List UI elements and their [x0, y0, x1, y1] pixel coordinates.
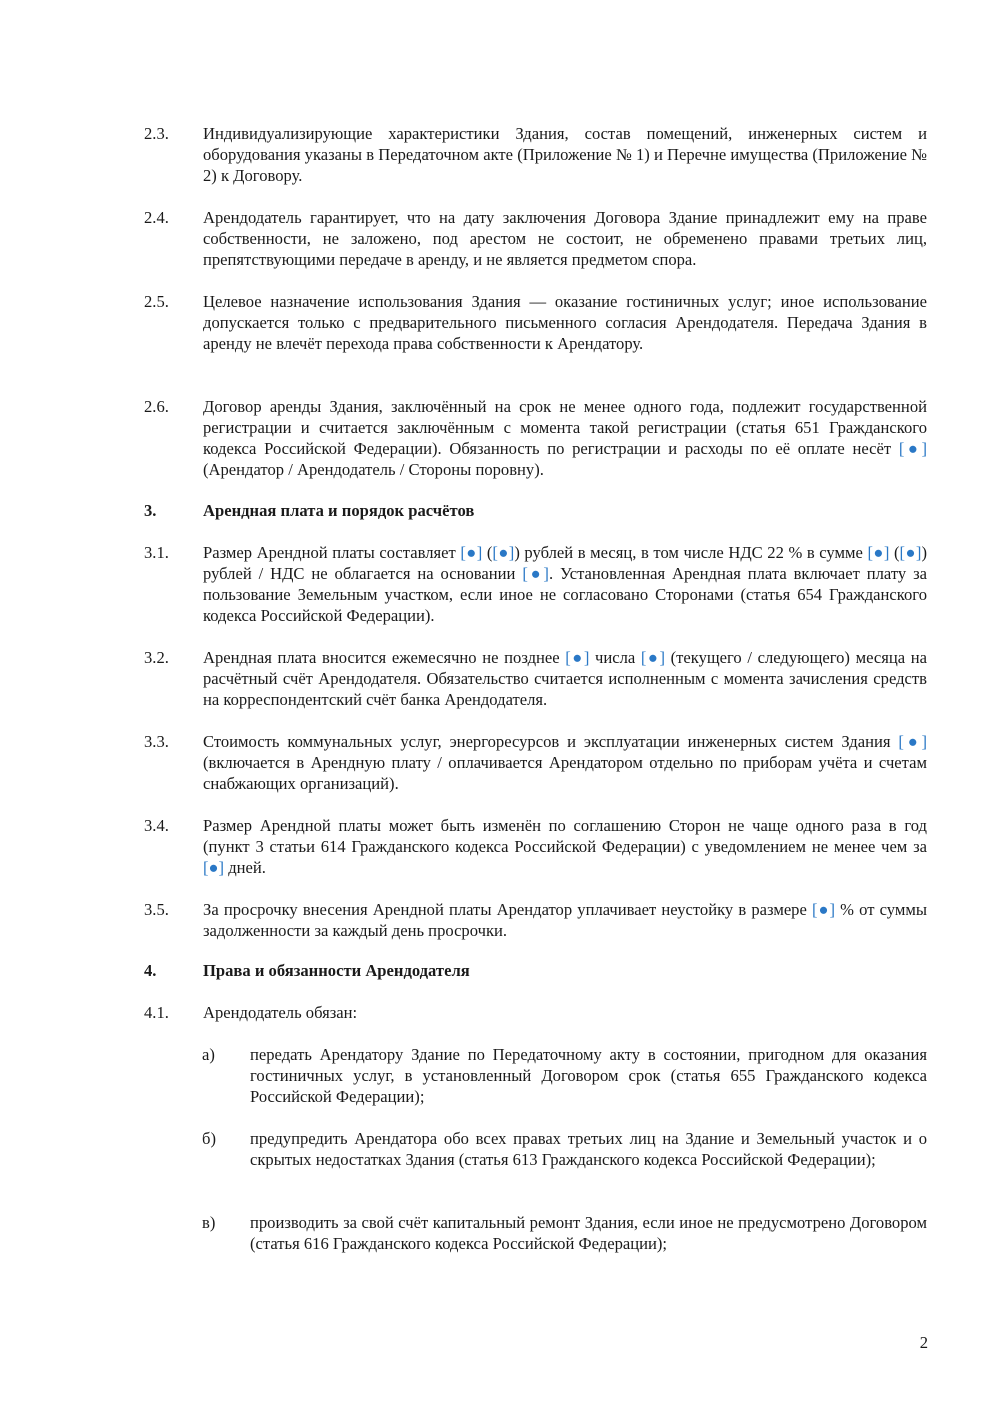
item-letter: в)	[202, 1213, 216, 1232]
clause-paragraph	[144, 815, 927, 878]
text-fragment: Размер Арендной платы может быть изменён по соглашению Сторон не чаще одного раза в год (пункт 3 статьи 614 Гражданского кодекса Российской Федерации) с уведомлением не менее чем за	[203, 816, 927, 856]
text-fragment: (включается в Арендную плату / оплачивается Арендатором отдельно по приборам учёта и счетам снабжающих организаций).	[203, 753, 927, 793]
text-fragment: производить за свой счёт капитальный ремонт Здания, если иное не предусмотрено Договором (статья 616 Гражданского кодекса Российской Федерации);	[250, 1213, 927, 1253]
obligation-item	[202, 1212, 927, 1254]
text-fragment: Размер Арендной платы составляет	[203, 543, 461, 562]
clause-text	[203, 899, 927, 941]
text-fragment: % от суммы задолженности за каждый день просрочки.	[203, 900, 927, 940]
obligation-item	[202, 1044, 927, 1107]
placeholder-marker: [●]	[203, 858, 225, 877]
clause-paragraph	[144, 731, 927, 794]
clause-paragraph	[144, 291, 927, 354]
text-fragment: Договор аренды Здания, заключённый на срок не менее одного года, подлежит государственной регистрации и считается заключённым с момента такой регистрации (статья 651 Гражданского кодекса Российской Федерации). Обязанность по регистрации и расходы по её оплате несёт	[203, 397, 927, 458]
placeholder-marker: [●]	[640, 648, 665, 667]
text-fragment: (текущего / следующего) месяца на расчётный счёт Арендодателя. Обязательство считается исполненным с момента зачисления средств на корреспондентский счёт банка Арендодателя.	[203, 648, 927, 709]
text-fragment: (	[482, 543, 493, 562]
placeholder-marker: [●]	[899, 543, 922, 562]
text-fragment: (Арендатор / Арендодатель / Стороны поровну).	[203, 460, 544, 479]
placeholder-marker: [●]	[898, 439, 928, 458]
placeholder-marker: [●]	[492, 543, 515, 562]
placeholder-marker: [●]	[811, 900, 836, 919]
page-number: 2	[919, 1333, 928, 1352]
clause-number: 3.3.	[144, 732, 169, 751]
clause-paragraph	[144, 207, 927, 270]
clause-paragraph	[144, 899, 927, 941]
item-letter: б)	[202, 1129, 216, 1148]
placeholder-marker: [●]	[898, 732, 928, 751]
clause-text	[203, 123, 927, 186]
text-fragment: Права и обязанности Арендодателя	[203, 961, 470, 980]
clause-number: 3.1.	[144, 543, 169, 562]
section-heading	[144, 500, 927, 521]
clause-number: 2.4.	[144, 208, 169, 227]
clause-number: 2.3.	[144, 124, 169, 143]
clause-text	[203, 207, 927, 270]
text-fragment: передать Арендатору Здание по Передаточному акту в состоянии, пригодном для оказания гостиничных услуг, в установленный Договором срок (статья 655 Гражданского кодекса Российской Федерации);	[250, 1045, 927, 1106]
clause-text	[203, 542, 927, 626]
placeholder-marker: [●]	[565, 648, 590, 667]
placeholder-marker: [●]	[460, 543, 483, 562]
placeholder-marker: [●]	[522, 564, 549, 583]
item-letter: а)	[202, 1045, 215, 1064]
text-fragment: (	[889, 543, 900, 562]
text-fragment: За просрочку внесения Арендной платы Арендатор уплачивает неустойку в размере	[203, 900, 812, 919]
clause-paragraph	[144, 542, 927, 626]
text-fragment: Арендная плата и порядок расчётов	[203, 501, 475, 520]
clause-number: 3.	[144, 501, 157, 520]
clause-text	[203, 647, 927, 710]
text-fragment: предупредить Арендатора обо всех правах третьих лиц на Здание и Земельный участок и о скрытых недостатках Здания (статья 613 Гражданского кодекса Российской Федерации);	[250, 1129, 927, 1169]
text-fragment: числа	[589, 648, 641, 667]
text-fragment: ) рублей / НДС не облагается на основании	[203, 543, 927, 583]
clause-number: 4.	[144, 961, 157, 980]
placeholder-marker: [●]	[867, 543, 890, 562]
clause-text	[203, 396, 927, 480]
text-fragment: дней.	[224, 858, 266, 877]
clause-text	[203, 291, 927, 354]
clause-text	[203, 731, 927, 794]
clause-paragraph	[144, 396, 927, 480]
obligation-item	[202, 1128, 927, 1170]
text-fragment: Целевое назначение использования Здания — оказание гостиничных услуг; иное использование допускается только с предварительного письменного согласия Арендодателя. Передача Здания в аренду не влечёт перехода права собственности к Арендатору.	[203, 292, 927, 353]
text-fragment: Арендодатель обязан:	[203, 1003, 358, 1022]
clause-paragraph	[144, 1002, 927, 1023]
text-fragment: ) рублей в месяц, в том числе НДС 22 % в сумме	[514, 543, 868, 562]
text-fragment: Индивидуализирующие характеристики Здания, состав помещений, инженерных систем и оборудования указаны в Передаточном акте (Приложение № 1) и Перечне имущества (Приложение № 2) к Договору.	[203, 124, 927, 185]
clause-text	[203, 1002, 927, 1023]
item-text	[250, 1128, 927, 1170]
clause-number: 2.5.	[144, 292, 169, 311]
clause-paragraph	[144, 123, 927, 186]
clause-number: 3.4.	[144, 816, 169, 835]
clause-number: 3.2.	[144, 648, 169, 667]
clause-text	[203, 815, 927, 878]
section-title	[203, 960, 927, 981]
clause-number: 2.6.	[144, 397, 169, 416]
item-text	[250, 1044, 927, 1107]
section-title	[203, 500, 927, 521]
text-fragment: Арендодатель гарантирует, что на дату заключения Договора Здание принадлежит ему на праве собственности, не заложено, под арестом не состоит, не обременено правами третьих лиц, препятствующими передаче в аренду, и не является предметом спора.	[203, 208, 927, 269]
text-fragment: Арендная плата вносится ежемесячно не позднее	[203, 648, 566, 667]
clause-number: 4.1.	[144, 1003, 169, 1022]
section-heading	[144, 960, 927, 981]
item-text	[250, 1212, 927, 1254]
text-fragment: . Установленная Арендная плата включает плату за пользование Земельным участком, если иное не согласовано Сторонами (статья 654 Гражданского кодекса Российской Федерации).	[203, 564, 928, 625]
clause-paragraph	[144, 647, 927, 710]
text-fragment: Стоимость коммунальных услуг, энергоресурсов и эксплуатации инженерных систем Здания	[203, 732, 899, 751]
clause-number: 3.5.	[144, 900, 169, 919]
